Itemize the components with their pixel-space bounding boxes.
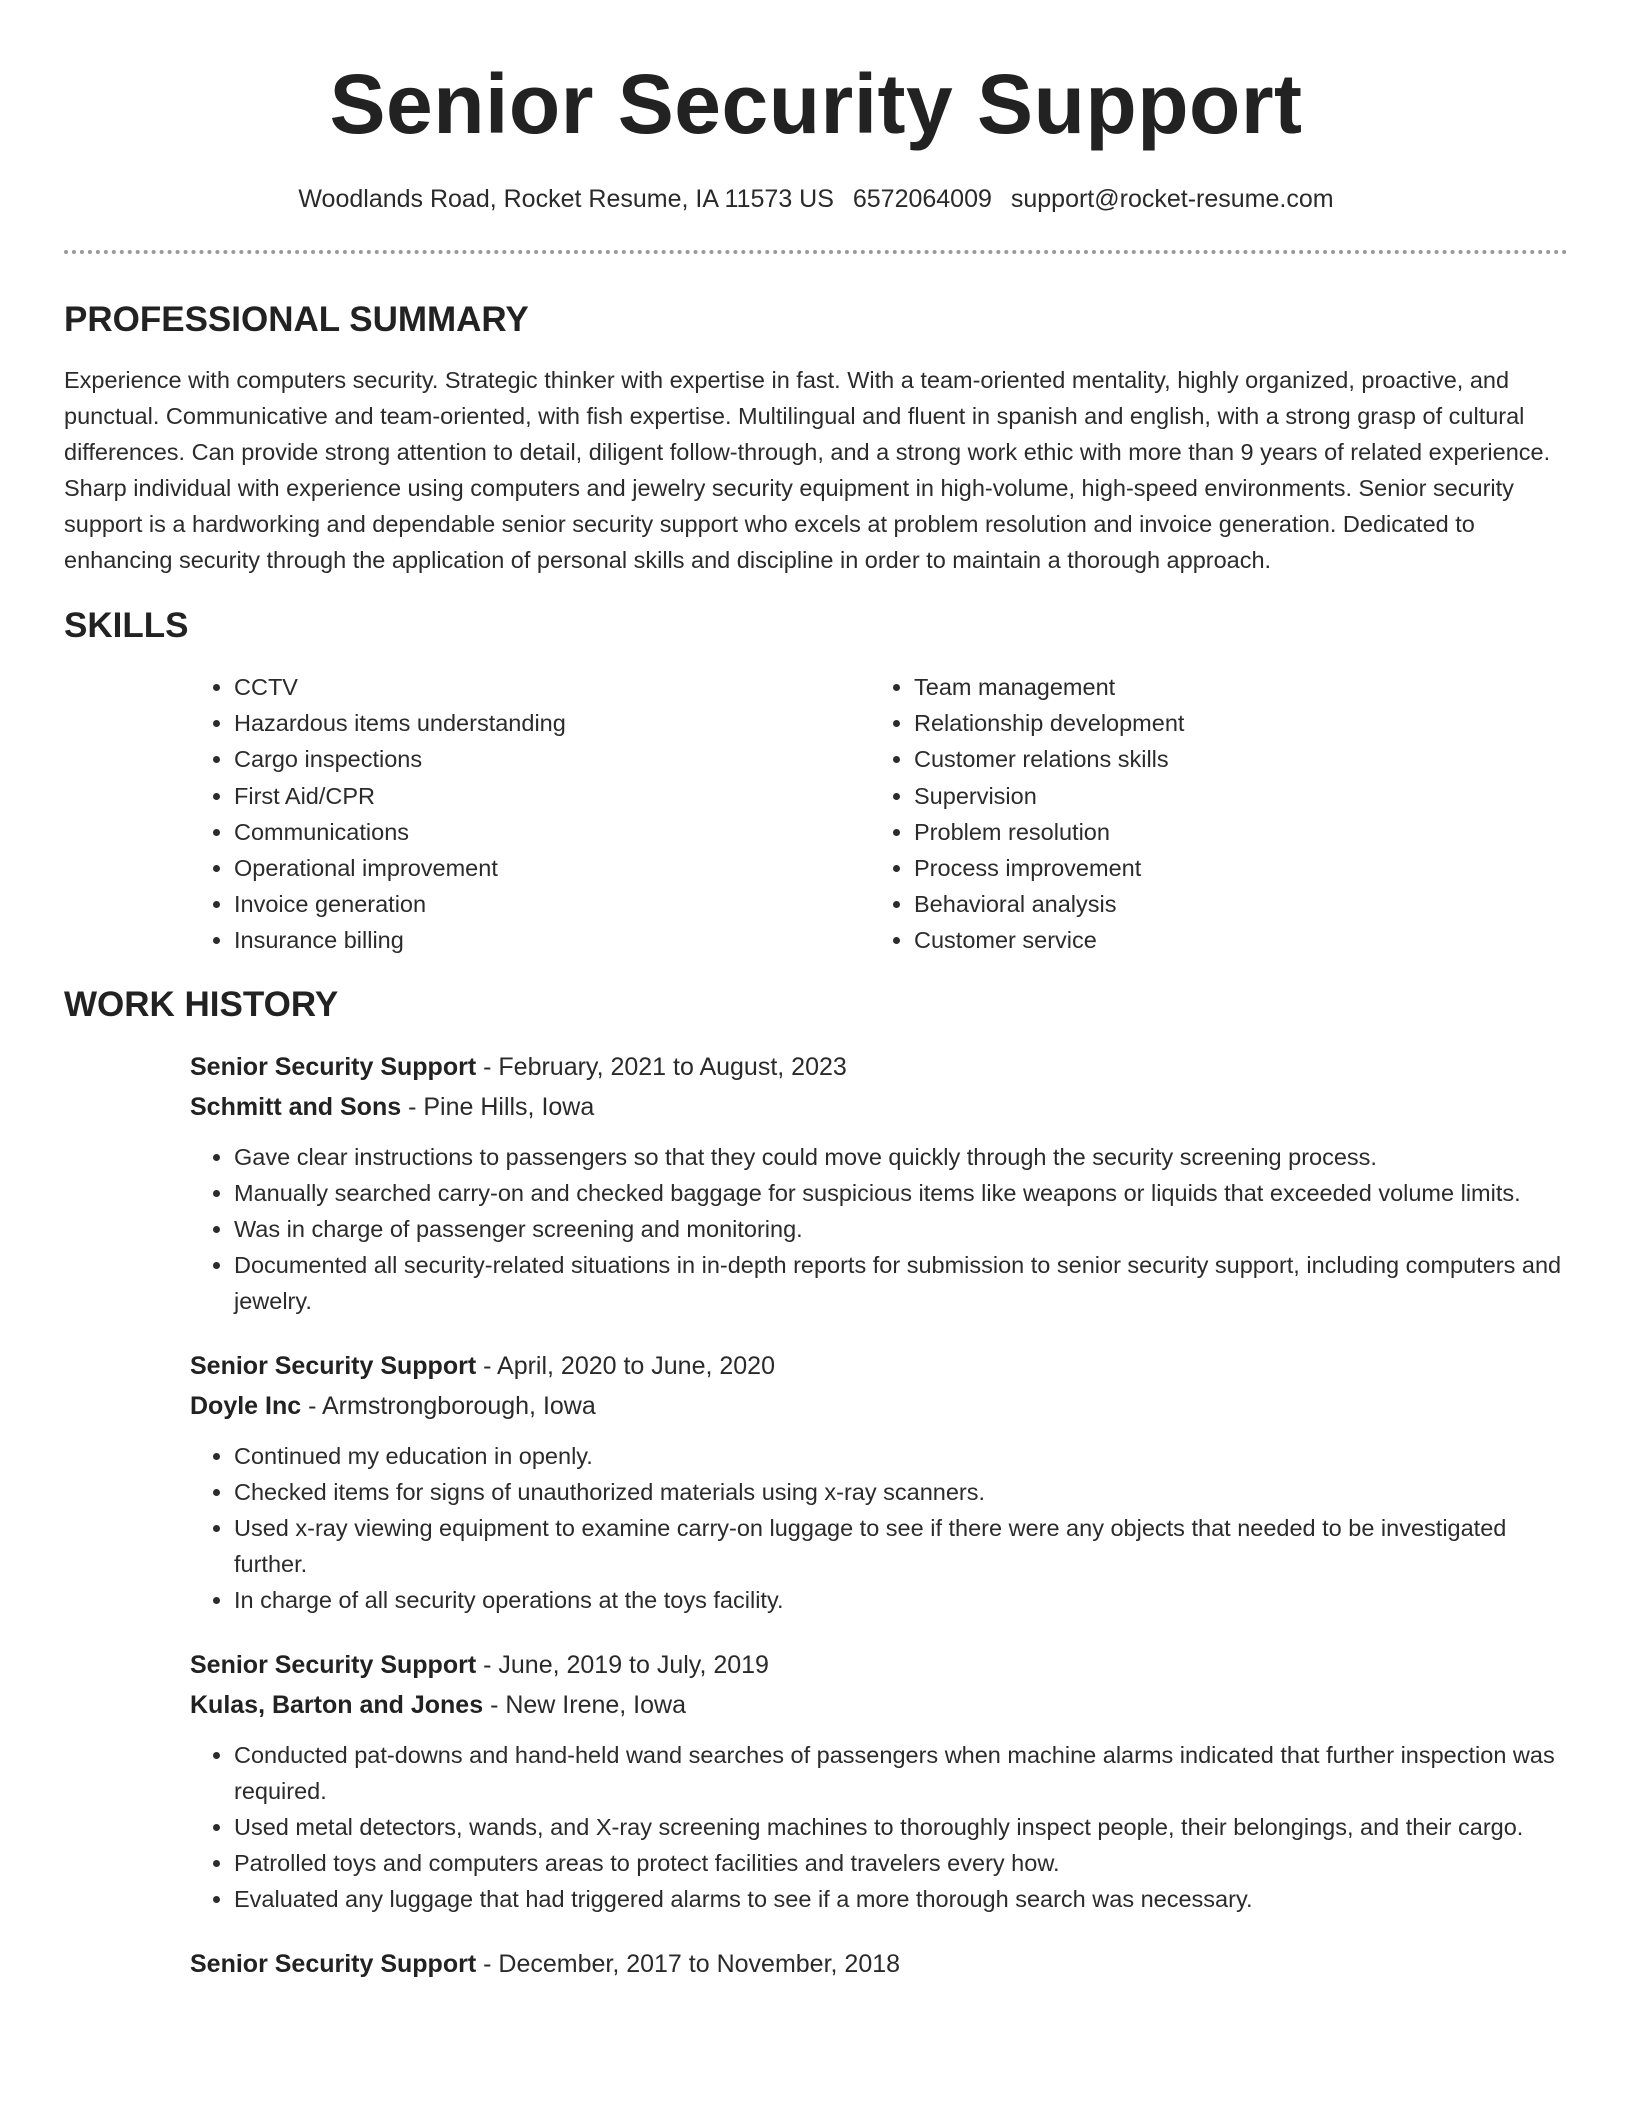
job-entry bbox=[190, 1346, 1568, 1619]
job-dates: December, 2017 to November, 2018 bbox=[498, 1949, 901, 1978]
contact-email: support@rocket-resume.com bbox=[1010, 185, 1334, 213]
job-duty: • Documented all security-related situations in in-depth reports for submission to senior security support, including computers and jewelry. bbox=[234, 1247, 1568, 1319]
summary-heading: PROFESSIONAL SUMMARY bbox=[64, 300, 529, 339]
skill-item: • Problem resolution bbox=[914, 814, 1550, 850]
job-title: Senior Security Support bbox=[190, 1949, 477, 1978]
job-dates: April, 2020 to June, 2020 bbox=[497, 1351, 775, 1380]
job-duty: • Used x-ray viewing equipment to examine carry-on luggage to see if there were any objects that needed to be investigated further. bbox=[234, 1510, 1568, 1582]
job-duty: • Was in charge of passenger screening and monitoring. bbox=[234, 1211, 1568, 1247]
job-title: Senior Security Support bbox=[190, 1650, 477, 1679]
job-duties bbox=[190, 1737, 1568, 1918]
skill-item: • Relationship development bbox=[914, 705, 1550, 741]
skill-item: • Behavioral analysis bbox=[914, 886, 1550, 922]
job-dates: February, 2021 to August, 2023 bbox=[498, 1052, 847, 1081]
job-duty: • Used metal detectors, wands, and X-ray screening machines to thoroughly inspect people, their belongings, and their cargo. bbox=[234, 1809, 1568, 1845]
job-title-line: Senior Security Support - April, 2020 to June, 2020 bbox=[190, 1351, 775, 1380]
skill-item: • Cargo inspections bbox=[234, 741, 870, 777]
skill-item: • Customer relations skills bbox=[914, 741, 1550, 777]
job-title-line: Senior Security Support - June, 2019 to July, 2019 bbox=[190, 1650, 769, 1679]
job-duty: • Conducted pat-downs and hand-held wand searches of passengers when machine alarms indicated that further inspection was required. bbox=[234, 1737, 1568, 1809]
job-duty: • Manually searched carry-on and checked baggage for suspicious items like weapons or liquids that exceeded volume limits. bbox=[234, 1175, 1568, 1211]
job-company-line: Kulas, Barton and Jones - New Irene, Iowa bbox=[190, 1690, 686, 1719]
skill-item: • Supervision bbox=[914, 778, 1550, 814]
skill-item: • Team management bbox=[914, 669, 1550, 705]
summary-section bbox=[64, 298, 1568, 578]
job-title: Senior Security Support bbox=[190, 1052, 477, 1081]
job-company: Doyle Inc bbox=[190, 1391, 302, 1420]
job-company-line: Doyle Inc - Armstrongborough, Iowa bbox=[190, 1391, 596, 1420]
job-company-line: Schmitt and Sons - Pine Hills, Iowa bbox=[190, 1092, 595, 1121]
job-duty: • Continued my education in openly. bbox=[234, 1438, 1568, 1474]
job-duty: • Gave clear instructions to passengers so that they could move quickly through the security screening process. bbox=[234, 1139, 1568, 1175]
skill-item: • Hazardous items understanding bbox=[234, 705, 870, 741]
skill-item: • Insurance billing bbox=[234, 922, 870, 958]
header-divider bbox=[64, 250, 1568, 254]
skills-column-left bbox=[190, 669, 870, 959]
job-duty: • Checked items for signs of unauthorized materials using x-ray scanners. bbox=[234, 1474, 1568, 1510]
skill-item: • Customer service bbox=[914, 922, 1550, 958]
job-duty: • Patrolled toys and computers areas to protect facilities and travelers every how. bbox=[234, 1845, 1568, 1881]
skills-grid bbox=[190, 669, 1568, 959]
skills-column-right bbox=[870, 669, 1550, 959]
resume-page bbox=[64, 0, 1568, 1984]
skill-item: • Operational improvement bbox=[234, 850, 870, 886]
job-duty: • Evaluated any luggage that had triggered alarms to see if a more thorough search was necessary. bbox=[234, 1881, 1568, 1917]
job-entry bbox=[190, 1944, 1568, 1984]
contact-line bbox=[64, 182, 1568, 216]
job-duties bbox=[190, 1139, 1568, 1320]
job-entry bbox=[190, 1047, 1568, 1320]
skill-item: • First Aid/CPR bbox=[234, 778, 870, 814]
job-company: Schmitt and Sons bbox=[190, 1092, 402, 1121]
summary-text: Experience with computers security. Strategic thinker with expertise in fast. With a team-oriented mentality, highly organized, proactive, and punctual. Communicative and team-oriented, with fish expertise. Multilingual and fluent in spanish and english, with a strong grasp of cultural differences. Can provide strong attention to detail, diligent follow-through, and a strong work ethic with more than 9 years of related experience. Sharp individual with experience using computers and jewelry security equipment in high-volume, high-speed environments. Senior security support is a hardworking and dependable senior security support who excels at problem resolution and invoice generation. Dedicated to enhancing security through the application of personal skills and discipline in order to maintain a thorough approach. bbox=[64, 367, 1551, 573]
contact-phone: 6572064009 bbox=[852, 185, 992, 213]
resume-name: Senior Security Support bbox=[329, 57, 1303, 151]
job-title: Senior Security Support bbox=[190, 1351, 477, 1380]
job-title-line: Senior Security Support - December, 2017 to November, 2018 bbox=[190, 1949, 901, 1978]
work-history-heading: WORK HISTORY bbox=[64, 984, 339, 1024]
job-duties bbox=[190, 1438, 1568, 1619]
job-duty: • In charge of all security operations at the toys facility. bbox=[234, 1582, 1568, 1618]
job-entry bbox=[190, 1645, 1568, 1918]
job-location: Pine Hills, Iowa bbox=[423, 1092, 595, 1121]
skills-heading: SKILLS bbox=[64, 606, 189, 645]
skill-item: • CCTV bbox=[234, 669, 870, 705]
job-location: Armstrongborough, Iowa bbox=[322, 1391, 596, 1420]
job-dates: June, 2019 to July, 2019 bbox=[498, 1650, 769, 1679]
skill-item: • Invoice generation bbox=[234, 886, 870, 922]
job-company: Kulas, Barton and Jones bbox=[190, 1690, 484, 1719]
skill-item: • Process improvement bbox=[914, 850, 1550, 886]
skill-item: • Communications bbox=[234, 814, 870, 850]
skills-section bbox=[64, 604, 1568, 959]
work-history-section bbox=[64, 983, 1568, 1984]
contact-address: Woodlands Road, Rocket Resume, IA 11573 US bbox=[298, 185, 834, 213]
job-title-line: Senior Security Support - February, 2021 to August, 2023 bbox=[190, 1052, 847, 1081]
job-location: New Irene, Iowa bbox=[505, 1690, 686, 1719]
